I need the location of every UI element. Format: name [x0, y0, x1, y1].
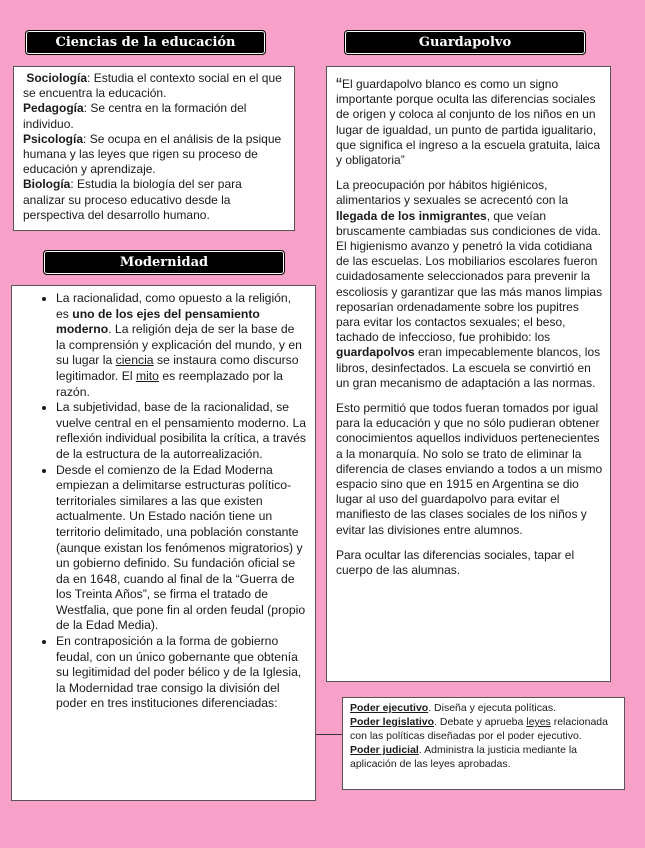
poder-ejecutivo: Poder ejecutivo. Diseña y ejecuta políticas. — [350, 702, 557, 714]
modernidad-bullet-subjetividad: • La subjetividad, base de la racionalidad, se vuelve central en el pensamiento moderno. La reflexión individual posibilita la crítica, a través de la estructura de la autorrealización. — [56, 400, 307, 462]
guardapolvo-quote: “El guardapolvo blanco es como un signo importante porque oculta las diferencias sociales de origen y coloca al conjunto de los niños en un lugar de igualdad, un punto de partida igualitario, que significa el ingreso a la escuela gratuita, laica y obligatoria” — [336, 75, 601, 168]
modernidad-bullet-racionalidad: • La racionalidad, como opuesto a la religión, es uno de los ejes del pensamiento moderno. La religión deja de ser la base de la comprensión y explicación del mundo, y en su lugar la ciencia se instaura como discurso legitimador. El mito es reemplazado por la razón. — [56, 291, 307, 400]
modernidad-bullet-division-poder: • En contraposición a la forma de gobierno feudal, con un único gobernante que obtenía su legitimidad del poder bélico y de la Iglesia, la Modernidad trae consigo la división del poder en tres instituciones diferenciadas: — [56, 634, 307, 712]
ciencias-box — [13, 66, 295, 231]
modernidad-box — [11, 285, 316, 801]
guardapolvo-box — [326, 66, 611, 682]
guardapolvo-paragraph-igualdad: Esto permitió que todos fueran tomados por igual para la educación y que no sólo pudieran obtener conocimientos aquellos individuos pertenecientes a la monarquía. No solo se trato de eliminar la diferencia de clases enviando a todos a un mismo espacio sino que en 1915 en Argentina se dio lugar al uso del guardapolvo para evitar el manifiesto de las clases sociales de los niños y evitar las divisiones entre alumnos. — [336, 401, 603, 537]
modernidad-bullet-edad-moderna: • Desde el comienzo de la Edad Moderna empiezan a delimitarse estructuras político-territoriales similares a las que existen actualmente. Un Estado nación tiene un territorio delimitado, una población constante (aunque existan los fenómenos migratorios) y un gobierno definido. Su fundación oficial se da en 1648, cuando al final de la “Guerra de los Treinta Años”, se firma el tratado de Westfalia, que pone fin al orden feudal (propio de la Edad Media). — [56, 463, 307, 635]
guardapolvo-paragraph-higiene: La preocupación por hábitos higiénicos, alimentarios y sexuales se acrecentó con la llegada de los inmigrantes, que veían bruscamente cambiadas sus condiciones de vida. El higienismo avanzo y penetró la vida cotidiana de las escuelas. Los mobiliarios escolares fueron cuidadosamente seleccionados para prevenir la escoliosis y garantizar que las más manos limpias reposarían ordenadamente sobre los pupitres para evitar los contactos sexuales; el beso, tachado de infeccioso, fue prohibido: los guardapolvos eran impecablemente blancos, los libros, desinfectados. La escuela se convirtió en un gran mecanismo de adaptación a las normas. — [336, 178, 603, 390]
ciencias-item-sociologia: Sociología: Estudia el contexto social en el que se encuentra la educación. — [23, 71, 282, 101]
ciencias-item-psicologia: Psicología: Se ocupa en el análisis de la psique humana y las leyes que rigen su proceso de educación y aprendizaje. — [23, 131, 282, 177]
poder-legislativo: Poder legislativo. Debate y aprueba leyes relacionada con las políticas diseñadas por el poder ejecutivo. — [350, 716, 608, 742]
ciencias-item-pedagogia: Pedagogía: Se centra en la formación del individuo. — [23, 101, 247, 131]
modernidad-list — [16, 291, 307, 712]
connector-line — [316, 734, 343, 735]
guardapolvo-title: Guardapolvo — [345, 31, 585, 54]
poderes-box — [342, 697, 625, 790]
poder-judicial: Poder judicial. Administra la justicia mediante la aplicación de las leyes aprobadas. — [350, 744, 578, 770]
guardapolvo-paragraph-ocultar: Para ocultar las diferencias sociales, tapar el cuerpo de las alumnas. — [336, 547, 575, 578]
ciencias-title: Ciencias de la educación — [26, 31, 265, 54]
modernidad-title: Modernidad — [44, 251, 284, 274]
ciencias-item-biologia: Biología: Estudia la biología del ser para analizar su proceso educativo desde la perspectiva del desarrollo humano. — [23, 177, 242, 222]
